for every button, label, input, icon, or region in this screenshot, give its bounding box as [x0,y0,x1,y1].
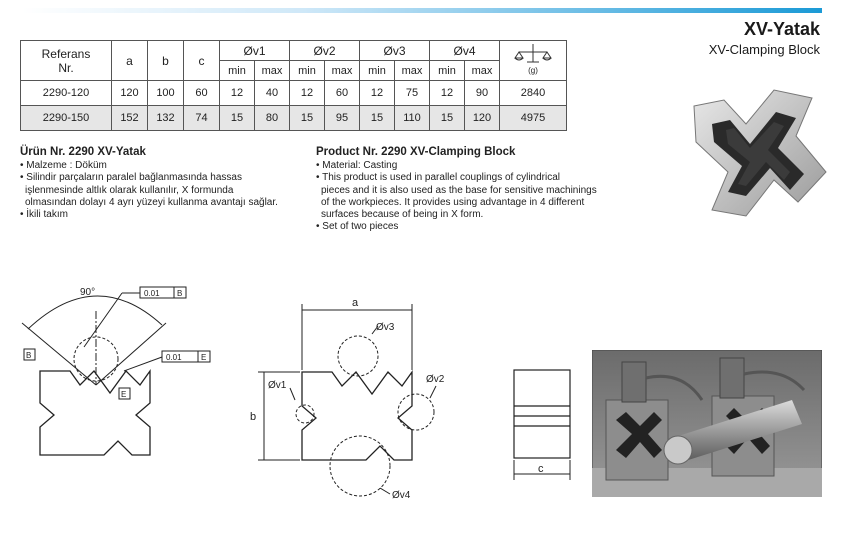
datum-b: B [26,351,32,360]
datum-e: E [121,390,127,399]
v1-label: Øv1 [268,380,287,391]
cell: 90 [465,81,500,106]
cell: 95 [325,106,360,131]
description-line: • İkili takım [20,209,68,221]
description-line: işlenmesinde altlık olarak kullanılır, X formunda [25,184,234,196]
description-line: • Set of two pieces [316,221,399,233]
col-v3: Øv3 [360,41,430,61]
tolerance-value-2: 0.01 [166,353,182,362]
description-tr [20,146,305,221]
cell: 132 [148,106,184,131]
v3-label: Øv3 [376,322,395,333]
v2-min: min [290,61,325,81]
cell: 80 [255,106,290,131]
product-photo-block [686,84,836,234]
dimension-drawing [240,292,465,512]
cell: 60 [325,81,360,106]
v2-max: max [325,61,360,81]
cell: 15 [430,106,465,131]
cell: 40 [255,81,290,106]
cell: 2840 [500,81,567,106]
description-line: of the workpieces. It provides using advantage in 4 different [321,196,585,208]
datum-ref-2: E [201,353,207,362]
cell: 15 [360,106,395,131]
description-line: • This product is used in parallel couplings of cylindrical [316,172,560,184]
datum-ref-1: B [177,289,183,298]
description-line: surfaces because of being in X form. [321,209,484,221]
description-line: olmasından dolayı 4 ayrı yüzeyi kullanma avantajı sağlar. [25,196,278,208]
cell: 12 [360,81,395,106]
v1-max: max [255,61,290,81]
cell: 2290-150 [21,106,112,131]
spec-table [20,40,567,131]
cell: 75 [395,81,430,106]
dim-b-label: b [250,411,257,423]
col-a: a [112,41,148,81]
cell: 60 [184,81,220,106]
cell: 12 [220,81,255,106]
col-c: c [184,41,220,81]
description-line: • Silindir parçaların paralel bağlanmasında hassas [20,172,242,184]
col-v2: Øv2 [290,41,360,61]
description-line: • Material: Casting [316,160,398,172]
col-v4: Øv4 [430,41,500,61]
description-en-heading: Product Nr. 2290 XV-Clamping Block [316,146,516,158]
dim-c-label: c [538,463,544,475]
v3-min: min [360,61,395,81]
table-row [21,106,567,131]
v4-label: Øv4 [392,490,411,501]
cell: 15 [220,106,255,131]
cell: 74 [184,106,220,131]
tolerance-drawing [14,275,224,465]
cell: 15 [290,106,325,131]
table-row [21,81,567,106]
cell: 120 [465,106,500,131]
cell: 12 [290,81,325,106]
cell: 110 [395,106,430,131]
v4-max: max [465,61,500,81]
v1-min: min [220,61,255,81]
col-b: b [148,41,184,81]
description-en [316,146,616,233]
application-photo [592,350,822,497]
cell: 2290-120 [21,81,112,106]
side-view-drawing [506,366,576,486]
col-ref: Referans Nr. [21,41,112,81]
col-v1: Øv1 [220,41,290,61]
page-subtitle: XV-Clamping Block [708,42,820,57]
v2-label: Øv2 [426,374,445,385]
svg-text:(g): (g) [528,66,538,75]
scale-icon [513,42,553,76]
cell: 12 [430,81,465,106]
tolerance-value-1: 0.01 [144,289,160,298]
v4-min: min [430,61,465,81]
description-line: pieces and it is also used as the base for sensitive machinings [321,184,597,196]
dim-a-label: a [352,297,359,309]
cell: 120 [112,81,148,106]
description-tr-heading: Ürün Nr. 2290 XV-Yatak [20,146,146,158]
header-accent-bar [22,8,822,13]
cell: 152 [112,106,148,131]
page-title: XV-Yatak [743,19,820,39]
cell: 4975 [500,106,567,131]
description-line: • Malzeme : Döküm [20,160,107,172]
col-weight [500,41,567,81]
angle-label: 90° [80,287,96,298]
cell: 100 [148,81,184,106]
v3-max: max [395,61,430,81]
